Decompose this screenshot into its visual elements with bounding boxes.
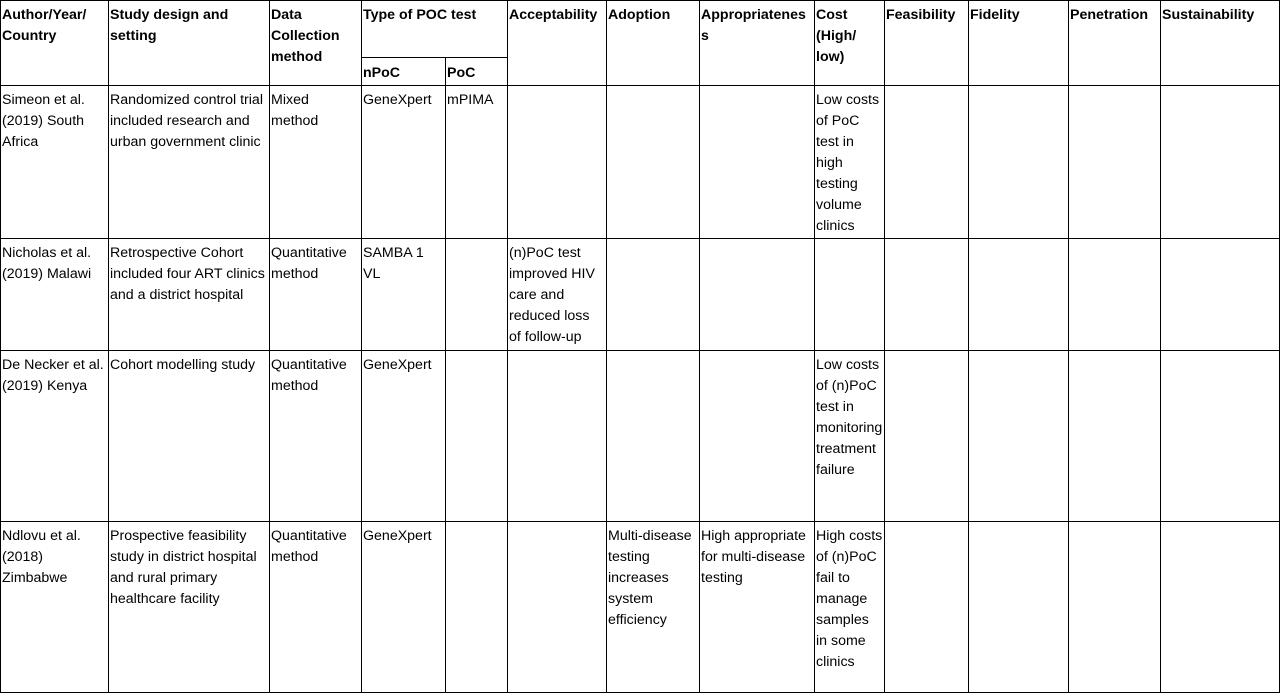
table-row (1, 86, 1280, 239)
cell-penetration (1069, 86, 1161, 239)
cell-appropriateness (700, 86, 815, 239)
cell-penetration (1069, 239, 1161, 351)
cell-feasibility (885, 86, 969, 239)
cell-acceptability (508, 522, 607, 693)
cell-author: Ndlovu et al. (2018) Zimbabwe (1, 522, 109, 693)
cell-poc (446, 351, 508, 522)
header-study-design: Study design and setting (109, 1, 270, 86)
cell-cost (815, 239, 885, 351)
cell-acceptability (508, 86, 607, 239)
cell-data-collection: Quantitative method (270, 351, 362, 522)
header-sustainability: Sustainability (1161, 1, 1280, 86)
cell-appropriateness (700, 351, 815, 522)
header-author: Author/Year/ Country (1, 1, 109, 86)
cell-penetration (1069, 351, 1161, 522)
cell-feasibility (885, 239, 969, 351)
table-row (1, 522, 1280, 693)
cell-acceptability: (n)PoC test improved HIV care and reduced loss of follow-up (508, 239, 607, 351)
cell-data-collection: Quantitative method (270, 522, 362, 693)
cell-author: Nicholas et al. (2019) Malawi (1, 239, 109, 351)
cell-adoption (607, 86, 700, 239)
cell-adoption (607, 351, 700, 522)
cell-fidelity (969, 239, 1069, 351)
cell-poc (446, 522, 508, 693)
header-feasibility: Feasibility (885, 1, 969, 86)
cell-sustainability (1161, 239, 1280, 351)
cell-poc: mPIMA (446, 86, 508, 239)
cell-acceptability (508, 351, 607, 522)
header-npoc: nPoC (362, 58, 446, 86)
cell-feasibility (885, 522, 969, 693)
cell-study-design: Prospective feasibility study in district hospital and rural primary healthcare facility (109, 522, 270, 693)
cell-adoption (607, 239, 700, 351)
cell-study-design: Retrospective Cohort included four ART clinics and a district hospital (109, 239, 270, 351)
cell-study-design: Cohort modelling study (109, 351, 270, 522)
cell-fidelity (969, 86, 1069, 239)
cell-poc (446, 239, 508, 351)
header-adoption: Adoption (607, 1, 700, 86)
cell-npoc: GeneXpert (362, 86, 446, 239)
cell-npoc: GeneXpert (362, 522, 446, 693)
header-cost: Cost (High/ low) (815, 1, 885, 86)
cell-npoc: GeneXpert (362, 351, 446, 522)
cell-cost: Low costs of (n)PoC test in monitoring treatment failure (815, 351, 885, 522)
header-poc: PoC (446, 58, 508, 86)
cell-npoc: SAMBA 1 VL (362, 239, 446, 351)
cell-sustainability (1161, 522, 1280, 693)
cell-fidelity (969, 351, 1069, 522)
header-acceptability: Acceptability (508, 1, 607, 86)
header-data-collection: Data Collection method (270, 1, 362, 86)
cell-cost: High costs of (n)PoC fail to manage samples in some clinics (815, 522, 885, 693)
cell-sustainability (1161, 86, 1280, 239)
cell-feasibility (885, 351, 969, 522)
header-fidelity: Fidelity (969, 1, 1069, 86)
header-poc-type: Type of POC test (362, 1, 508, 58)
header-penetration: Penetration (1069, 1, 1161, 86)
header-appropriateness: Appropriatenes s (700, 1, 815, 86)
cell-adoption: Multi-disease testing increases system efficiency (607, 522, 700, 693)
cell-cost: Low costs of PoC test in high testing volume clinics (815, 86, 885, 239)
table-row (1, 351, 1280, 522)
cell-penetration (1069, 522, 1161, 693)
cell-author: De Necker et al. (2019) Kenya (1, 351, 109, 522)
cell-data-collection: Quantitative method (270, 239, 362, 351)
cell-appropriateness (700, 239, 815, 351)
cell-study-design: Randomized control trial included research and urban government clinic (109, 86, 270, 239)
cell-author: Simeon et al. (2019) South Africa (1, 86, 109, 239)
cell-sustainability (1161, 351, 1280, 522)
cell-appropriateness: High appropriate for multi-disease testing (700, 522, 815, 693)
header-row (1, 1, 1280, 58)
table-row (1, 239, 1280, 351)
cell-fidelity (969, 522, 1069, 693)
cell-data-collection: Mixed method (270, 86, 362, 239)
